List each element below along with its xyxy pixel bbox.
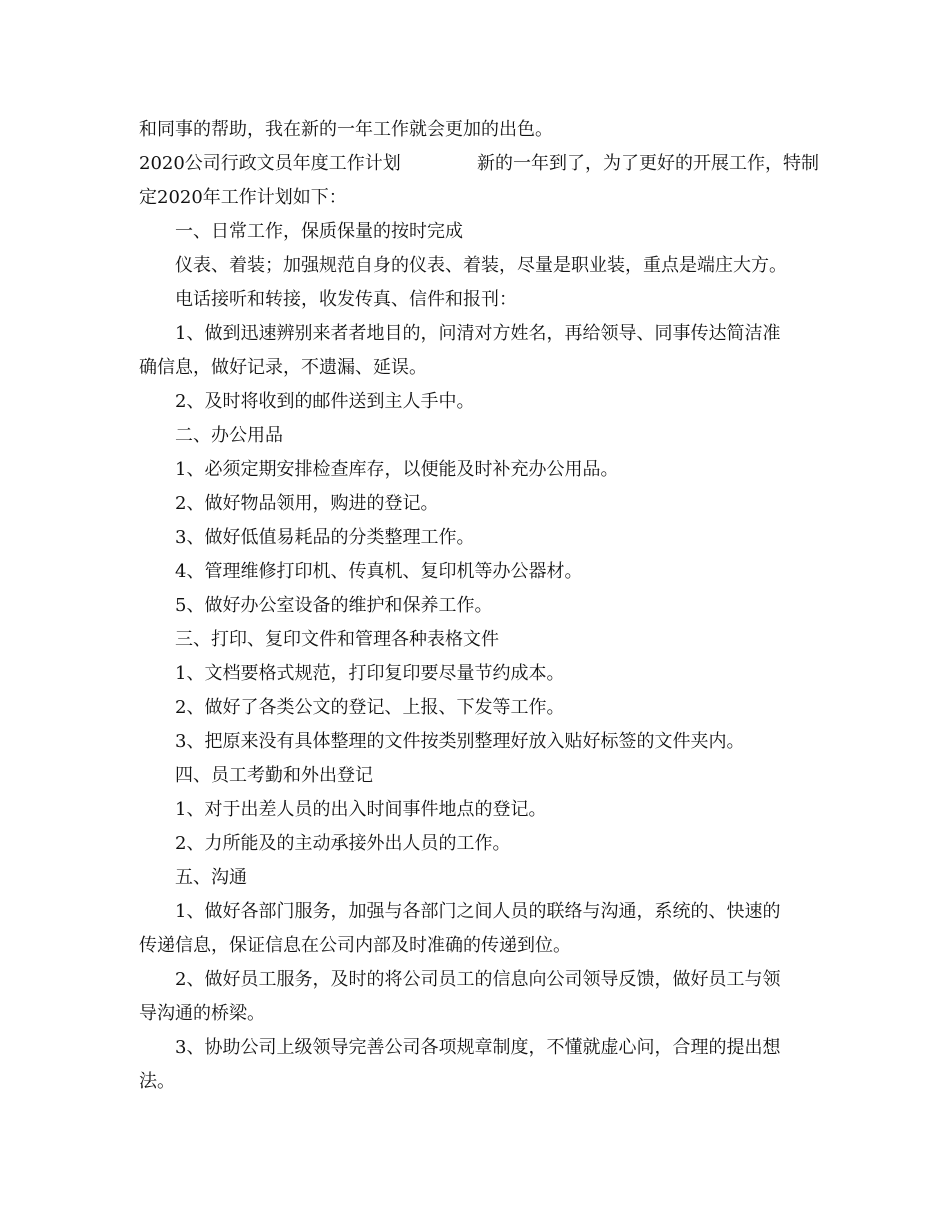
list-item: 1、必须定期安排检查库存，以便能及时补充办公用品。 [175,459,619,480]
list-item: 4、管理维修打印机、传真机、复印机等办公器材。 [175,561,583,582]
section-heading: 五、沟通 [175,867,247,888]
title-line-text: 新的一年到了，为了更好的开展工作，特制 [477,153,819,174]
title-line [139,147,819,181]
section-heading: 四、员工考勤和外出登记 [175,765,373,786]
section-heading: 一、日常工作，保质保量的按时完成 [175,221,463,242]
list-item-cont: 确信息，做好记录，不遗漏、延误。 [139,357,427,378]
list-item-cont: 导沟通的桥梁。 [139,1003,265,1024]
list-item: 2、及时将收到的邮件送到主人手中。 [175,391,475,412]
list-item: 2、做好物品领用，购进的登记。 [175,493,439,514]
list-item: 1、文档要格式规范，打印复印要尽量节约成本。 [175,663,565,684]
document-title: 2020公司行政文员年度工作计划 [139,153,401,174]
list-item: 2、力所能及的主动承接外出人员的工作。 [175,833,511,854]
list-item: 1、对于出差人员的出入时间事件地点的登记。 [175,799,547,820]
list-item: 1、做到迅速辨别来者者地目的，问清对方姓名，再给领导、同事传达简洁准 [175,323,781,344]
list-item: 5、做好办公室设备的维护和保养工作。 [175,595,493,616]
document-body [139,113,819,1099]
paragraph: 电话接听和转接，收发传真、信件和报刊： [175,289,517,310]
list-item: 2、做好员工服务，及时的将公司员工的信息向公司领导反馈，做好员工与领 [175,969,781,990]
title-line-cont: 定2020年工作计划如下： [139,187,347,208]
list-item: 2、做好了各类公文的登记、上报、下发等工作。 [175,697,565,718]
list-item: 3、协助公司上级领导完善公司各项规章制度，不懂就虚心问，合理的提出想 [175,1037,781,1058]
section-heading: 三、打印、复印文件和管理各种表格文件 [175,629,499,650]
paragraph: 仪表、着装；加强规范自身的仪表、着装，尽量是职业装，重点是端庄大方。 [175,255,787,276]
list-item: 3、做好低值易耗品的分类整理工作。 [175,527,475,548]
section-heading: 二、办公用品 [175,425,283,446]
list-item-cont: 传递信息，保证信息在公司内部及时准确的传递到位。 [139,935,571,956]
intro-line: 和同事的帮助，我在新的一年工作就会更加的出色。 [139,119,553,140]
list-item: 1、做好各部门服务，加强与各部门之间人员的联络与沟通，系统的、快速的 [175,901,781,922]
list-item-cont: 法。 [139,1071,175,1092]
list-item: 3、把原来没有具体整理的文件按类别整理好放入贴好标签的文件夹内。 [175,731,745,752]
